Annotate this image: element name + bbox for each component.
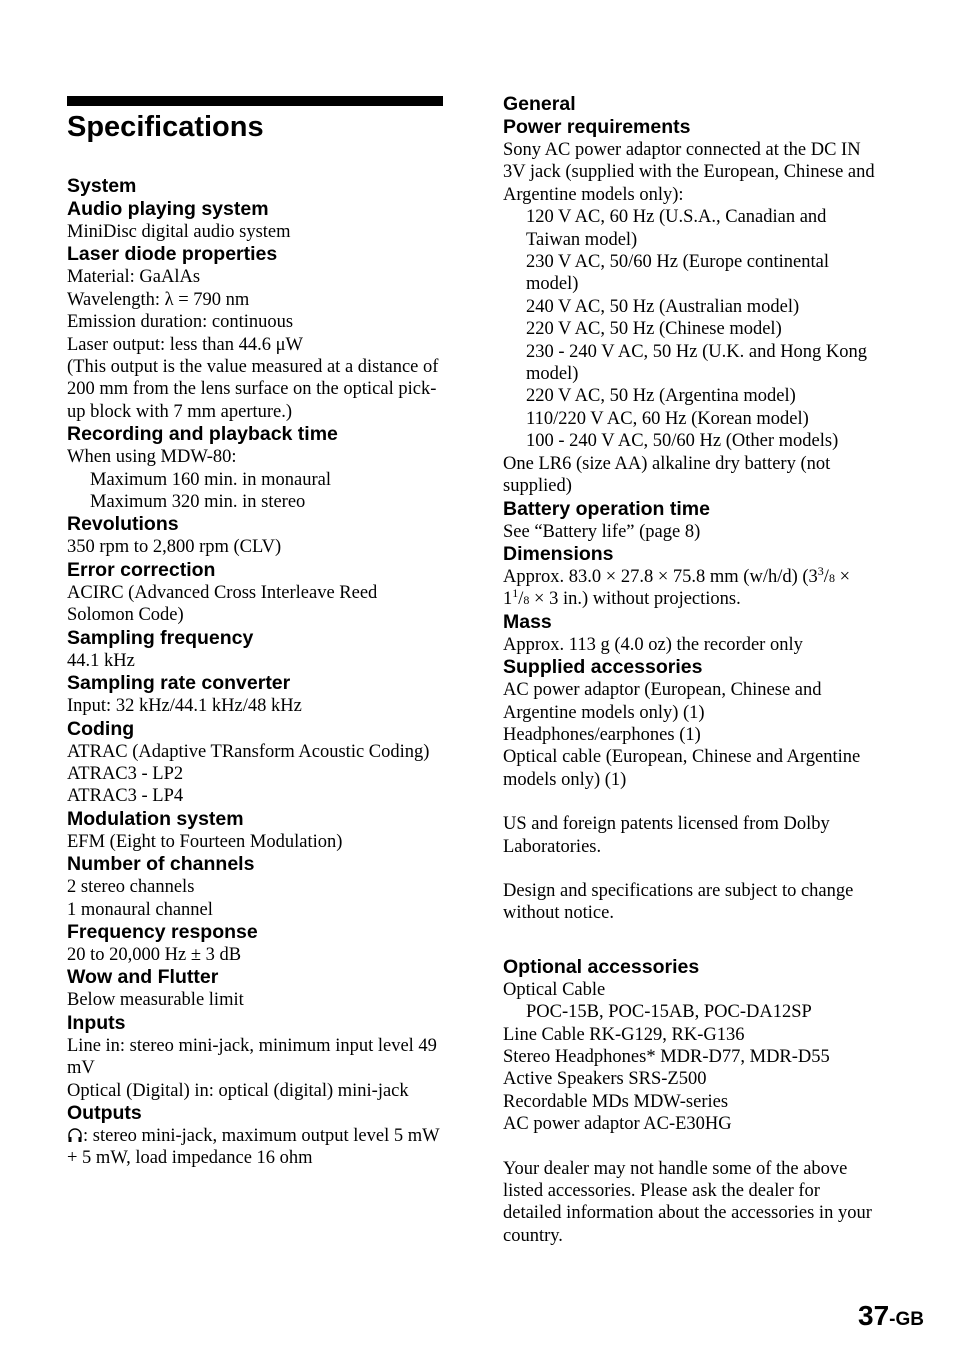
spec-heading: Battery operation time [503, 497, 710, 520]
dim-part: × [834, 566, 850, 587]
spec-text: ATRAC3 - LP4 [67, 786, 184, 807]
accessory-item: Optical Cable [503, 979, 606, 1000]
spec-text: 350 rpm to 2,800 rpm (CLV) [67, 537, 282, 558]
fraction-denominator: 8 [523, 593, 530, 608]
spec-text: 230 - 240 V AC, 50 Hz (U.K. and Hong Kong model) [526, 341, 868, 385]
spec-heading: Modulation system [67, 807, 244, 830]
spec-heading: Sampling frequency [67, 626, 254, 649]
spec-heading: Wow and Flutter [67, 966, 219, 989]
spec-heading: Error correction [67, 558, 216, 581]
spec-heading: Inputs [67, 1011, 126, 1034]
spec-text: Laser output: less than 44.6 μW [67, 334, 303, 355]
spec-text: Input: 32 kHz/44.1 kHz/48 kHz [67, 696, 302, 717]
spec-heading: Sampling rate converter [67, 672, 291, 695]
title-rule [67, 96, 443, 106]
spec-text: Optical (Digital) in: optical (digital) mini-jack [67, 1080, 409, 1101]
spec-text: ATRAC (Adaptive TRansform Acoustic Coding) [67, 741, 430, 762]
section-general: General [503, 93, 576, 115]
accessory-item: Recordable MDs MDW-series [503, 1091, 729, 1112]
spec-text: (This output is the value measured at a distance of 200 mm from the lens surface on the optical pick-up block with 7 mm aperture.) [67, 357, 439, 422]
spec-text: 44.1 kHz [67, 650, 135, 671]
spec-text: Sony AC power adaptor connected at the DC IN 3V jack (supplied with the European, Chinese and Argentine models only): [503, 140, 875, 205]
spec-text: Wavelength: λ = 790 nm [67, 289, 250, 310]
spec-text: Maximum 160 min. in monaural [90, 469, 331, 490]
fraction-numerator: 1 [512, 586, 519, 601]
spec-text: 120 V AC, 60 Hz (U.S.A., Canadian and Taiwan model) [526, 207, 827, 250]
spec-text [67, 1125, 443, 1170]
spec-text: Line in: stereo mini-jack, minimum input level 49 mV [67, 1035, 437, 1079]
section-optional-accessories: Optional accessories [503, 955, 700, 978]
spec-heading: Recording and playback time [67, 423, 338, 446]
spec-text: Emission duration: continuous [67, 312, 294, 333]
spec-text: MiniDisc digital audio system [67, 222, 291, 242]
spec-text: 100 - 240 V AC, 50/60 Hz (Other models) [526, 431, 839, 452]
note-text: Your dealer may not handle some of the above listed accessories. Please ask the dealer for detailed information about the accessories in your country. [503, 1158, 872, 1246]
accessory-item: Line Cable RK-G129, RK-G136 [503, 1024, 745, 1045]
spec-heading: Mass [503, 610, 552, 633]
spec-text: 220 V AC, 50 Hz (Argentina model) [526, 386, 796, 407]
spec-text: Maximum 320 min. in stereo [90, 492, 306, 513]
right-column [503, 92, 883, 1247]
page-title: Specifications [67, 111, 264, 143]
note-text: Design and specifications are subject to change without notice. [503, 880, 854, 924]
page-number-value: 37 [858, 1300, 890, 1331]
fraction-numerator: 3 [817, 563, 824, 578]
spec-heading: Coding [67, 717, 135, 740]
note-text: US and foreign patents licensed from Dolby Laboratories. [503, 814, 830, 857]
spec-text: AC power adaptor (European, Chinese and Argentine models only) (1) [503, 680, 822, 723]
left-column [67, 96, 443, 1170]
dim-part: Approx. 83.0 × 27.8 × 75.8 mm (w/h/d) (3 [503, 566, 818, 587]
spec-heading: Number of channels [67, 853, 255, 876]
page-number [858, 1300, 924, 1332]
headphones-icon [67, 1127, 83, 1143]
page-number-suffix: -GB [889, 1309, 924, 1330]
spec-text: 20 to 20,000 Hz ± 3 dB [67, 944, 242, 965]
spec-heading: Laser diode properties [67, 243, 278, 266]
spec-text: When using MDW-80: [67, 447, 237, 468]
spec-text: 1 monaural channel [67, 899, 213, 920]
spec-heading: Supplied accessories [503, 656, 703, 679]
spec-text: 2 stereo channels [67, 877, 195, 898]
dim-part: 1 [503, 589, 513, 610]
spec-heading: Frequency response [67, 920, 258, 943]
spec-text: 220 V AC, 50 Hz (Chinese model) [526, 319, 782, 340]
fraction-denominator: 8 [828, 570, 835, 585]
spec-text: ACIRC (Advanced Cross Interleave Reed Solomon Code) [67, 582, 378, 626]
accessory-item: AC power adaptor AC-E30HG [503, 1114, 732, 1135]
spec-text: Headphones/earphones (1) [503, 724, 701, 745]
spec-text-dimensions: Approx. 83.0 × 27.8 × 75.8 mm (w/h/d) ($3^3/8$ × $1^1/8 \times 3$ in.) without projections. [503, 563, 850, 610]
spec-text: Optical cable (European, Chinese and Argentine models only) (1) [503, 747, 861, 790]
spec-text: Approx. 113 g (4.0 oz) the recorder only [503, 634, 803, 655]
spec-text: EFM (Eight to Fourteen Modulation) [67, 831, 343, 852]
accessory-item: Active Speakers SRS-Z500 [503, 1069, 707, 1090]
accessory-item: POC-15B, POC-15AB, POC-DA12SP [526, 1002, 812, 1023]
spec-text: 230 V AC, 50/60 Hz (Europe continental model) [526, 252, 829, 295]
spec-heading: Audio playing system [67, 198, 269, 220]
spec-text: 240 V AC, 50 Hz (Australian model) [526, 296, 800, 317]
accessory-item: Stereo Headphones* MDR-D77, MDR-D55 [503, 1047, 830, 1067]
spec-heading: Power requirements [503, 116, 691, 138]
spec-text: See “Battery life” (page 8) [503, 521, 701, 542]
dim-part: × 3 in.) without projections. [529, 589, 741, 610]
spec-text: 110/220 V AC, 60 Hz (Korean model) [526, 408, 809, 429]
spec-text: One LR6 (size AA) alkaline dry battery (not supplied) [503, 453, 831, 497]
section-system: System [67, 175, 137, 197]
spec-text: Material: GaAlAs [67, 267, 201, 288]
spec-text: Below measurable limit [67, 990, 244, 1011]
spec-heading: Revolutions [67, 513, 179, 536]
spec-text-outputs: : stereo mini-jack, maximum output level 5 mW + 5 mW, load impedance 16 ohm [67, 1125, 440, 1169]
spec-text: ATRAC3 - LP2 [67, 763, 184, 784]
spec-heading: Outputs [67, 1101, 142, 1124]
spec-heading: Dimensions [503, 542, 614, 565]
